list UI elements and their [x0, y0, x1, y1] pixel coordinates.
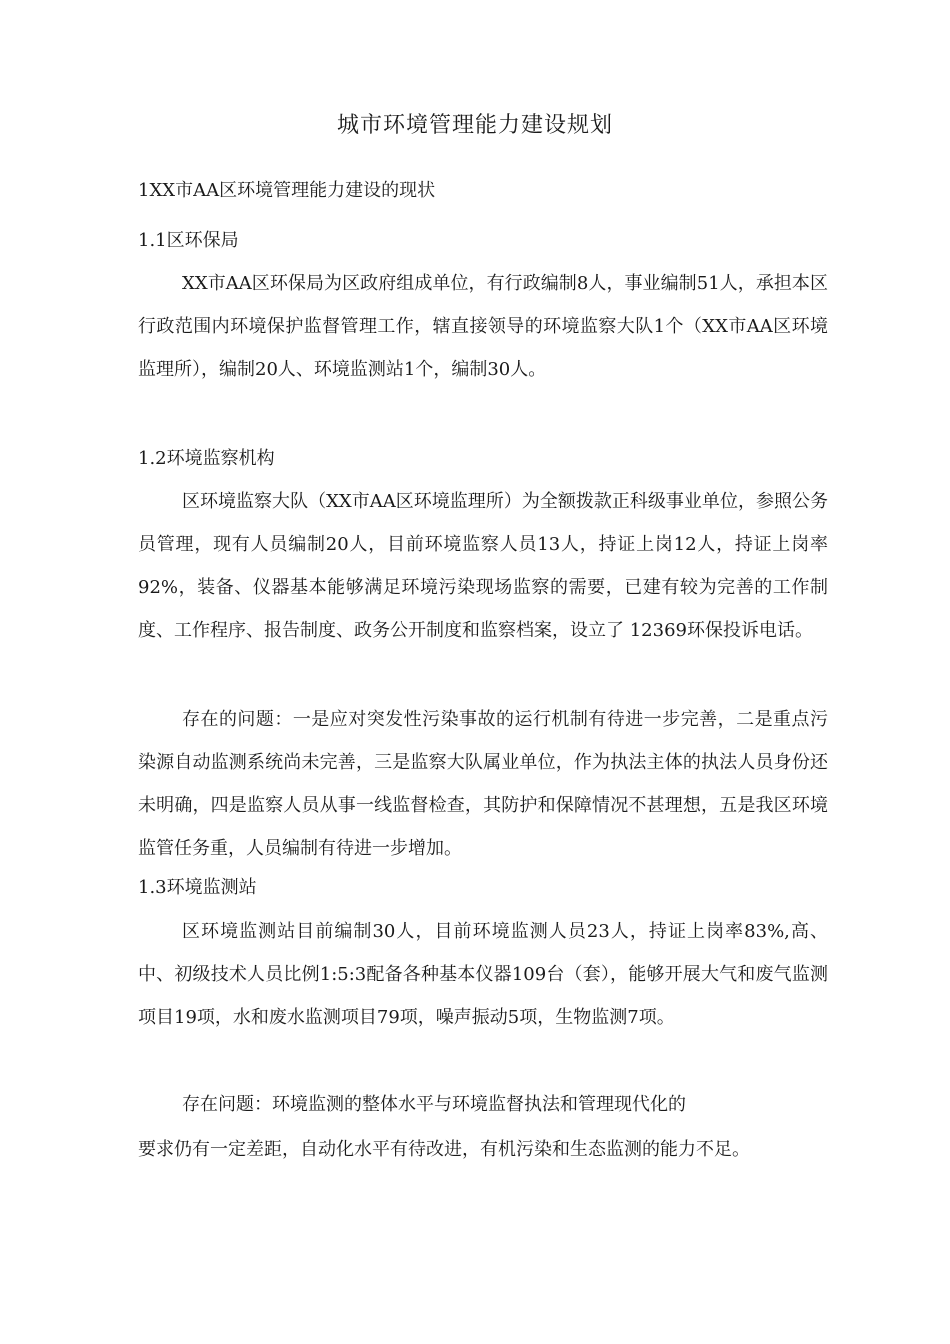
section-1-1-paragraph-1: XX市AA区环保局为区政府组成单位，有行政编制8人，事业编制51人，承担本区行政范围内环境保护监督管理工作，辖直接领导的环境监察大队1个（XX市AA区环境监理所），编制20人、环境监测站1个，编制30人。 [138, 273, 828, 380]
section-1-3-heading: 1.3环境监测站 [138, 877, 257, 898]
section-1-heading: 1XX市AA区环境管理能力建设的现状 [138, 180, 436, 201]
section-1-3-paragraph-2-continued: 要求仍有一定差距，自动化水平有待改进，有机污染和生态监测的能力不足。 [138, 1139, 750, 1160]
document-title: 城市环境管理能力建设规划 [336, 113, 613, 138]
section-1-3-paragraph-1: 区环境监测站目前编制30人，目前环境监测人员23人，持证上岗率83%,高、中、初级技术人员比例1:5:3配备各种基本仪器109台（套），能够开展大气和废气监测项目19项，水和废水监测项目79项，噪声振动5项，生物监测7项。 [138, 921, 828, 1028]
section-1-2-paragraph-2: 存在的问题：一是应对突发性污染事故的运行机制有待进一步完善，二是重点污染源自动监测系统尚未完善，三是监察大队属业单位，作为执法主体的执法人员身份还未明确，四是监察人员从事一线监督检查，其防护和保障情况不甚理想，五是我区环境监管任务重，人员编制有待进一步增加。 [138, 709, 828, 859]
section-1-2-paragraph-1: 区环境监察大队（XX市AA区环境监理所）为全额拨款正科级事业单位，参照公务员管理，现有人员编制20人，目前环境监察人员13人，持证上岗12人，持证上岗率92%，装备、仪器基本能够满足环境污染现场监察的需要，已建有较为完善的工作制度、工作程序、报告制度、政务公开制度和监察档案，设立了 12369环保投诉电话。 [138, 491, 828, 641]
section-1-2-heading: 1.2环境监察机构 [138, 448, 275, 469]
section-1-1-heading: 1.1区环保局 [138, 230, 239, 251]
section-1-3-paragraph-2-line-1: 存在问题：环境监测的整体水平与环境监督执法和管理现代化的 [182, 1094, 686, 1115]
